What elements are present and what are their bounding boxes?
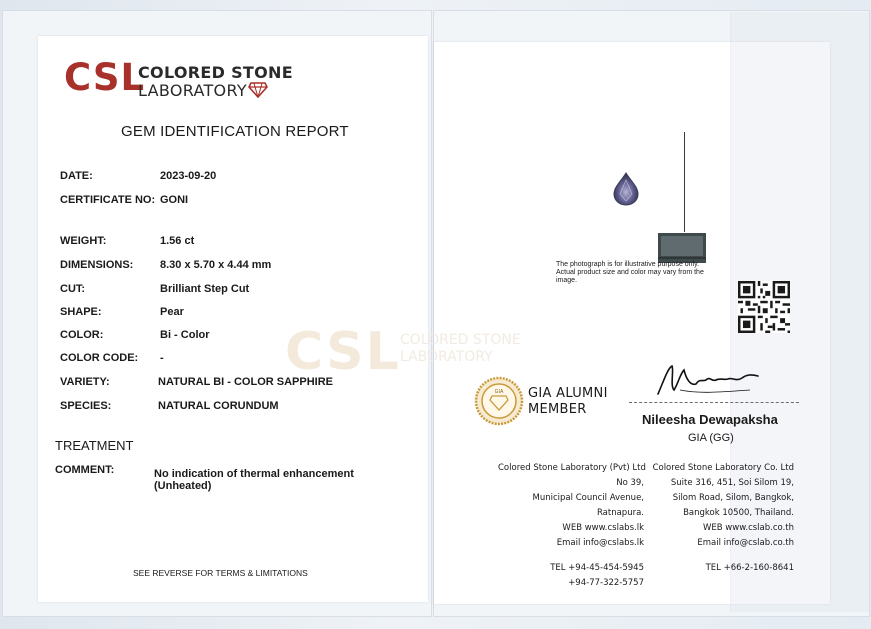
field-label: SHAPE:	[60, 306, 102, 318]
gia-seal-icon	[474, 376, 524, 426]
logo-line1: COLORED STONE	[138, 63, 293, 82]
field-label: DATE:	[60, 170, 93, 182]
scale-bar-image	[658, 233, 706, 263]
pear-gem-image	[613, 172, 639, 206]
address-thailand	[648, 461, 794, 576]
report-title: GEM IDENTIFICATION REPORT	[121, 123, 349, 140]
address-line: Colored Stone Laboratory (Pvt) Ltd	[498, 463, 646, 473]
field-value: GONI	[160, 194, 189, 206]
field-label: CERTIFICATE NO:	[60, 194, 156, 206]
field-label: CUT:	[60, 283, 86, 295]
field-value: -	[160, 352, 164, 364]
address-line: Municipal Council Avenue,	[532, 493, 644, 503]
address-line: Bangkok 10500, Thailand.	[683, 508, 794, 518]
field-label: COLOR:	[60, 329, 104, 341]
field-label: WEIGHT:	[60, 235, 107, 247]
address-line: +94-77-322-5757	[568, 578, 644, 588]
field-label: SPECIES:	[60, 400, 112, 412]
field-value: Bi - Color	[160, 329, 210, 341]
photo-pointer-line	[684, 132, 685, 232]
address-line: Colored Stone Laboratory Co. Ltd	[652, 463, 794, 473]
diamond-icon	[248, 82, 268, 98]
gia-member-line2: MEMBER	[528, 402, 587, 417]
field-value: Pear	[160, 306, 184, 318]
address-line	[498, 551, 644, 561]
address-line: Silom Road, Silom, Bangkok,	[672, 493, 794, 503]
field-label: DIMENSIONS:	[60, 259, 134, 271]
address-line: Email info@cslabs.lk	[556, 538, 644, 548]
field-value: NATURAL BI - COLOR SAPPHIRE	[158, 376, 333, 388]
address-line	[648, 551, 794, 561]
watermark-mark: CSL	[285, 322, 401, 382]
address-line: Ratnapura.	[596, 508, 644, 518]
treatment-heading: TREATMENT	[55, 438, 134, 453]
gia-seal-text: GIA	[494, 389, 504, 395]
signatory-credential: GIA (GG)	[688, 432, 734, 444]
reverse-note: SEE REVERSE FOR TERMS & LIMITATIONS	[133, 568, 308, 578]
address-line: Suite 316, 451, Soi Silom 19,	[670, 478, 794, 488]
field-value: 2023-09-20	[160, 170, 217, 182]
signature-line	[629, 402, 799, 403]
field-value: 8.30 x 5.70 x 4.44 mm	[160, 259, 272, 271]
comment-value: No indication of thermal enhancement (Unheated)	[154, 468, 354, 492]
watermark-text: COLORED STONE LABORATORY	[400, 332, 521, 365]
address-line: TEL +94-45-454-5945	[550, 563, 644, 573]
field-label: COLOR CODE:	[60, 352, 139, 364]
address-line: WEB www.cslab.co.th	[702, 523, 794, 533]
signatory-name: Nileesha Dewapaksha	[642, 412, 778, 427]
comment-label: COMMENT:	[55, 464, 115, 476]
field-value: NATURAL CORUNDUM	[158, 400, 279, 412]
field-value: 1.56 ct	[160, 235, 195, 247]
logo-mark: CSL	[64, 56, 146, 99]
address-line: TEL +66-2-160-8641	[705, 563, 794, 573]
address-sri-lanka	[498, 461, 644, 591]
logo-line2: LABORATORY	[138, 81, 247, 100]
field-label: VARIETY:	[60, 376, 110, 388]
photo-disclaimer: The photograph is for illustrative purpose only. Actual product size and color may vary from the image.	[556, 261, 704, 284]
address-line: Email info@cslab.co.th	[697, 538, 794, 548]
handwritten-signature	[650, 360, 770, 402]
qr-code	[738, 281, 790, 333]
address-line: WEB www.cslabs.lk	[562, 523, 644, 533]
report-card-front	[38, 36, 428, 602]
field-value: Brilliant Step Cut	[160, 283, 250, 295]
address-line: No 39,	[616, 478, 644, 488]
gia-member-line1: GIA ALUMNI	[528, 386, 608, 401]
